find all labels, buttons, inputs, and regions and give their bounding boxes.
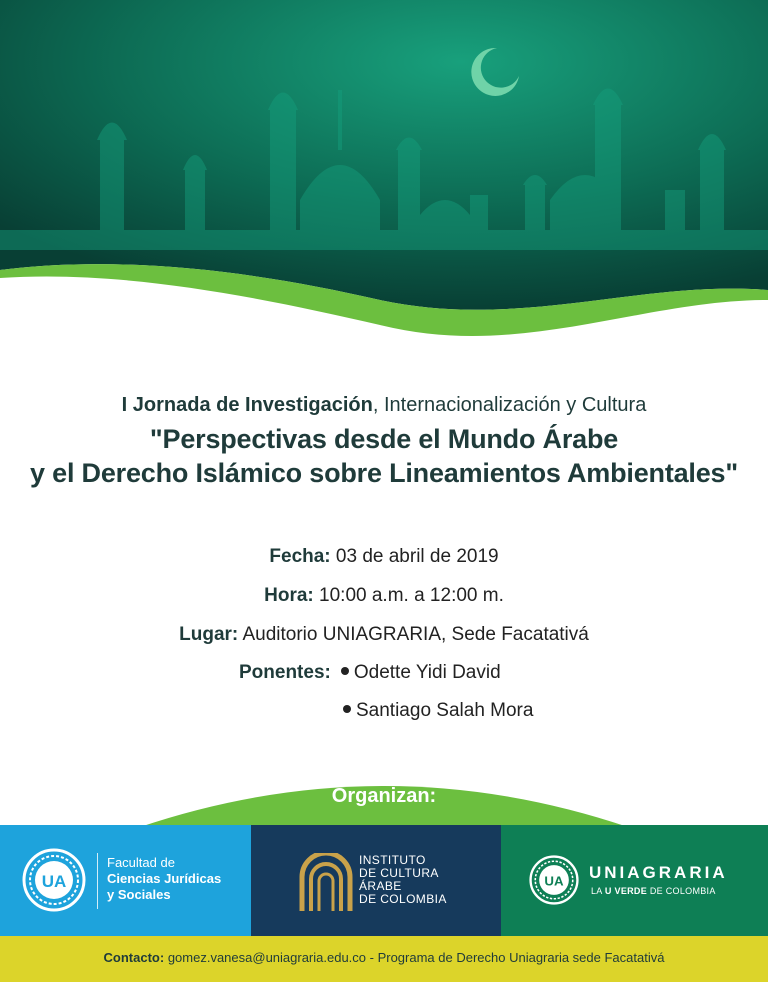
- ponente-1: Odette Yidi David: [353, 662, 501, 683]
- instituto-name: [359, 854, 447, 906]
- lugar-value: Auditorio UNIAGRARIA, Sede Facatativá: [238, 624, 589, 645]
- arch-logo-icon: [298, 853, 354, 913]
- hora-label: Hora:: [264, 585, 314, 606]
- ponentes-row: [239, 662, 501, 684]
- ua-logo-icon: [22, 848, 86, 912]
- ua-logo-text: UA: [544, 873, 564, 889]
- fecha-row: [0, 546, 768, 568]
- bullet-icon: [343, 705, 351, 713]
- event-title-line2: y el Derecho Islámico sobre Lineamientos Ambientales": [30, 458, 738, 488]
- event-title-line1: "Perspectivas desde el Mundo Árabe: [149, 424, 619, 454]
- facultad-line1: Facultad de: [107, 855, 175, 870]
- lugar-label: Lugar:: [179, 624, 239, 645]
- ponente-2-row: [343, 700, 533, 722]
- uniagraria-panel: [501, 825, 768, 936]
- instituto-line3: ÁRABE: [359, 879, 402, 893]
- uniagraria-name: UNIAGRARIA: [589, 863, 728, 882]
- uniagraria-tag-bold: U VERDE: [604, 886, 648, 896]
- organizan-heading: Organizan:: [331, 785, 437, 807]
- uniagraria-tagline: [591, 886, 716, 896]
- lugar-row: [0, 624, 768, 646]
- event-subtitle: [0, 394, 768, 417]
- contact-label: Contacto:: [103, 950, 165, 965]
- facultad-divider: [97, 853, 98, 909]
- facultad-panel: [0, 825, 251, 936]
- facultad-line2: Ciencias Jurídicas: [107, 871, 222, 886]
- ua-logo-icon: [529, 855, 579, 905]
- instituto-line1: INSTITUTO: [359, 853, 426, 867]
- bullet-icon: [341, 667, 349, 675]
- event-subtitle-rest: , Internacionalización y Cultura: [372, 394, 647, 416]
- hora-value: 10:00 a.m. a 12:00 m.: [313, 585, 504, 606]
- instituto-line2: DE CULTURA: [359, 866, 439, 880]
- fecha-label: Fecha:: [269, 546, 331, 567]
- instituto-panel: [251, 825, 501, 936]
- event-subtitle-bold: I Jornada de Investigación: [121, 394, 373, 416]
- instituto-line4: DE COLOMBIA: [359, 892, 447, 906]
- ponentes-label: Ponentes:: [239, 662, 331, 683]
- fecha-value: 03 de abril de 2019: [330, 546, 499, 567]
- facultad-name: [107, 855, 221, 903]
- facultad-line3: y Sociales: [107, 887, 171, 902]
- hora-row: [0, 585, 768, 607]
- contact-line: [0, 950, 768, 965]
- footer-bar: [0, 936, 768, 982]
- contact-text: gomez.vanesa@uniagraria.edu.co - Programa de Derecho Uniagraria sede Facatativá: [164, 950, 665, 965]
- hero-banner: [0, 0, 768, 360]
- uniagraria-tag-part1: LA: [591, 886, 605, 896]
- uniagraria-tag-part2: DE COLOMBIA: [647, 886, 716, 896]
- ponente-2: Santiago Salah Mora: [356, 700, 534, 721]
- ua-logo-text: UA: [41, 872, 67, 891]
